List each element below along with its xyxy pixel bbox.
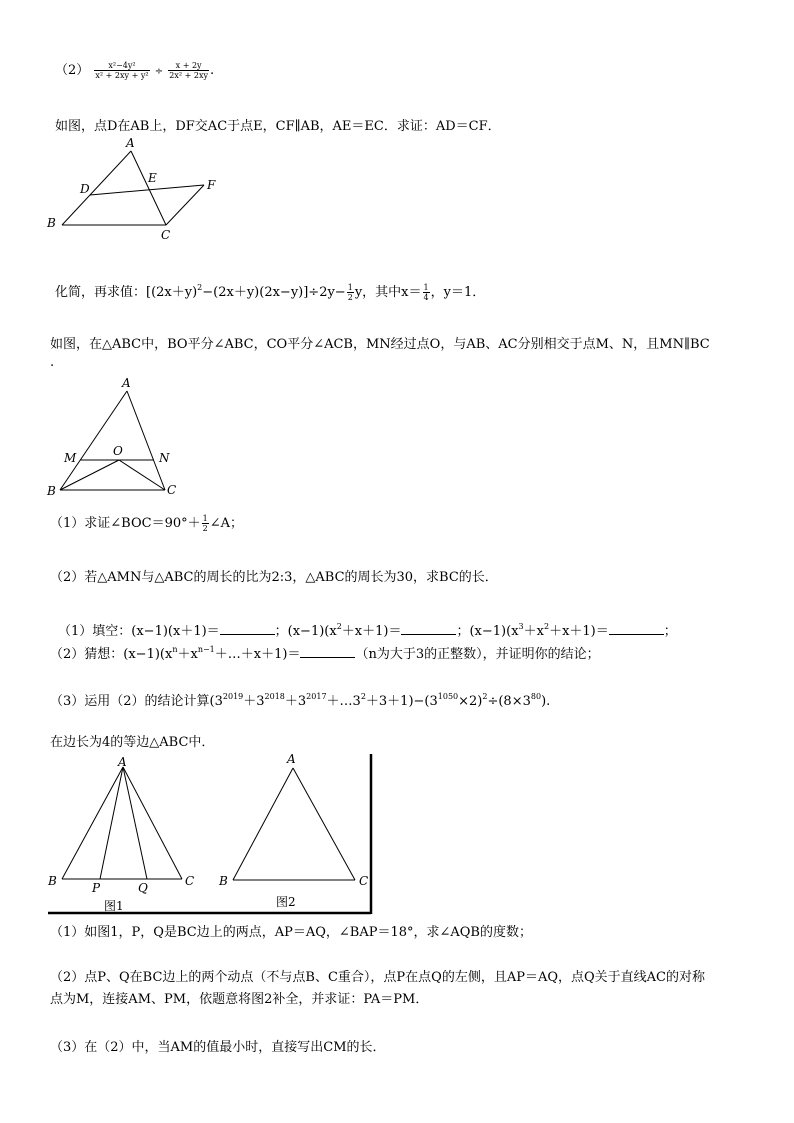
q6-fig2-caption: 图2	[276, 895, 296, 909]
q2-label-D: D	[80, 182, 90, 196]
q4-label-M: M	[64, 451, 77, 465]
q2-label-A: A	[126, 136, 135, 150]
q6-fig2-label-A: A	[287, 752, 296, 766]
q5-p3-sup4: 2	[360, 692, 366, 701]
q4-part1-post: ∠A；	[209, 516, 243, 531]
q4-part1-num: 1	[202, 514, 208, 523]
q3-half-den: 2	[347, 293, 353, 302]
q5-p1-mid1: ＋x＋1)＝	[341, 624, 402, 639]
q5-p1-sup2: 3	[518, 622, 524, 631]
q3-part-pre: 化简，再求值：[(2x＋y)	[55, 285, 198, 300]
q6-fig2-label-C: C	[359, 874, 369, 888]
q6-fig2-segment-AC	[293, 768, 355, 880]
q1-frac2-numerator: x + 2y	[168, 61, 209, 71]
q5-p3-a: ＋3	[243, 694, 265, 709]
q4-part1-pre: （1）求证∠BOC＝90°＋	[50, 516, 201, 531]
q5-p2-mid: ＋x	[177, 647, 198, 662]
q1-frac1-denominator: x² + 2xy + y²	[95, 71, 149, 80]
q1-end: .	[209, 63, 215, 78]
q5-p3-b: ＋3	[284, 694, 307, 709]
q5-p1-end: ；	[663, 624, 677, 639]
q5-p3-sup2: 2018	[264, 692, 285, 701]
q6-intro: 在边长为4的等边△ABC中．	[50, 735, 215, 750]
q5-p3-sup3: 2017	[306, 692, 327, 701]
q2-label-C: C	[161, 228, 171, 242]
q3-exponent: 2	[197, 283, 203, 292]
q6-fig1-label-C: C	[185, 874, 195, 888]
q6-fig1-segment-AC	[123, 767, 182, 879]
q2-label-E: E	[148, 171, 157, 185]
q5-p2-end: （n为大于3的正整数），并证明你的结论；	[355, 647, 600, 662]
q2-label-B: B	[47, 216, 56, 230]
q5-p1-sup3: 2	[543, 622, 550, 631]
q6-fig2-segment-AB	[233, 768, 293, 880]
q5-p3-g: ).	[541, 694, 551, 709]
q6-fig2-label-B: B	[219, 874, 228, 888]
q5-p3-pre: （3）运用（2）的结论计算(3	[50, 694, 223, 709]
q5-p1-sup1: 2	[336, 622, 342, 631]
q5-p1-label: （1）填空：(x−1)(x＋1)＝	[58, 624, 220, 639]
q4-label-C: C	[167, 483, 177, 497]
q4-label-N: N	[159, 451, 170, 465]
q5-p2-sup-n1: n−1	[197, 645, 215, 654]
q1-frac1-numerator: x²−4y²	[94, 61, 149, 71]
q5-p1-mid3: ＋x＋1)＝	[549, 624, 609, 639]
q5-p1-sep1: ；(x−1)(x	[274, 624, 337, 639]
q5-p1-sep2: ；(x−1)(x	[456, 624, 519, 639]
q6-part3: （3）在（2）中，当AM的值最小时，直接写出CM的长．	[50, 1040, 386, 1055]
q3-quarter-den: 4	[423, 293, 429, 302]
q3-part-post2: ，y＝1．	[430, 285, 486, 300]
q5-p3-c: ＋…3	[326, 694, 361, 709]
q3-quarter-num: 1	[423, 283, 429, 292]
q6-part2-line2: 点为M，连接AM、PM，依题意将图2补全，并求证：PA＝PM．	[50, 992, 429, 1007]
q6-part2-line1: （2）点P、Q在BC边上的两个动点（不与点B、C重合），点P在点Q的左侧，且AP＝AQ，点Q关于直线AC的对称	[50, 970, 705, 985]
q5-p2-sup-n: n	[172, 645, 178, 654]
q6-fig1-label-B: B	[48, 874, 57, 888]
q5-p3-sup1: 2019	[222, 692, 244, 701]
q5-p3-d: ＋3＋1)−(3	[365, 694, 438, 709]
q6-fig1-label-A: A	[118, 755, 127, 769]
q5-p3-f: ÷(8×3	[487, 694, 531, 709]
q4-label-B: B	[47, 484, 56, 498]
q4-part2: （2）若△AMN与△ABC的周长的比为2:3，△ABC的周长为30，求BC的长．	[50, 570, 498, 585]
q5-p2-pre: （2）猜想：(x−1)(x	[50, 647, 173, 662]
q2-text: 如图，点D在AB上，DF交AC于点E，CF∥AB，AE＝EC．求证：AD＝CF．	[55, 119, 501, 134]
q2-label-F: F	[207, 178, 216, 192]
q6-part1: （1）如图1，P，Q是BC边上的两点，AP＝AQ，∠BAP＝18°，求∠AQB的度数；	[50, 925, 532, 940]
q5-p3-sup6: 2	[482, 692, 488, 701]
q4-part1-den: 2	[202, 524, 208, 533]
q6-fig1-segment-AB	[62, 767, 123, 879]
q6-fig1-segment-AP	[100, 767, 123, 879]
q5-p3-e: ×2)	[458, 694, 483, 709]
q1-frac2-denominator: 2x² + 2xy	[169, 71, 208, 80]
q6-fig1-segment-AQ	[123, 767, 147, 879]
q1-label: （2）	[55, 63, 90, 78]
q3-part-post1: y，其中x＝	[354, 285, 422, 300]
q3-half-num: 1	[347, 283, 353, 292]
q5-p3-sup7: 80	[530, 692, 542, 701]
q6-fig1-label-Q: Q	[138, 881, 148, 895]
q1-divide-operator: ÷	[154, 66, 164, 77]
q5-p3-sup5: 1050	[437, 692, 459, 701]
q5-p1-mid2: ＋x	[523, 624, 544, 639]
q6-fig1-label-P: P	[92, 881, 101, 895]
q6-fig1-caption: 图1	[104, 899, 124, 913]
q4-label-O: O	[113, 444, 123, 458]
q5-p2-post: ＋…＋x＋1)＝	[214, 647, 301, 662]
q4-text-line2: .	[50, 355, 55, 370]
q4-text-line1: 如图，在△ABC中，BO平分∠ABC，CO平分∠ACB，MN经过点O，与AB、AC分别相交于点M、N，且MN∥BC	[50, 337, 710, 352]
q4-label-A: A	[122, 376, 131, 390]
q3-part-mid: −(2x＋y)(2x−y)]÷2y−	[202, 285, 346, 300]
